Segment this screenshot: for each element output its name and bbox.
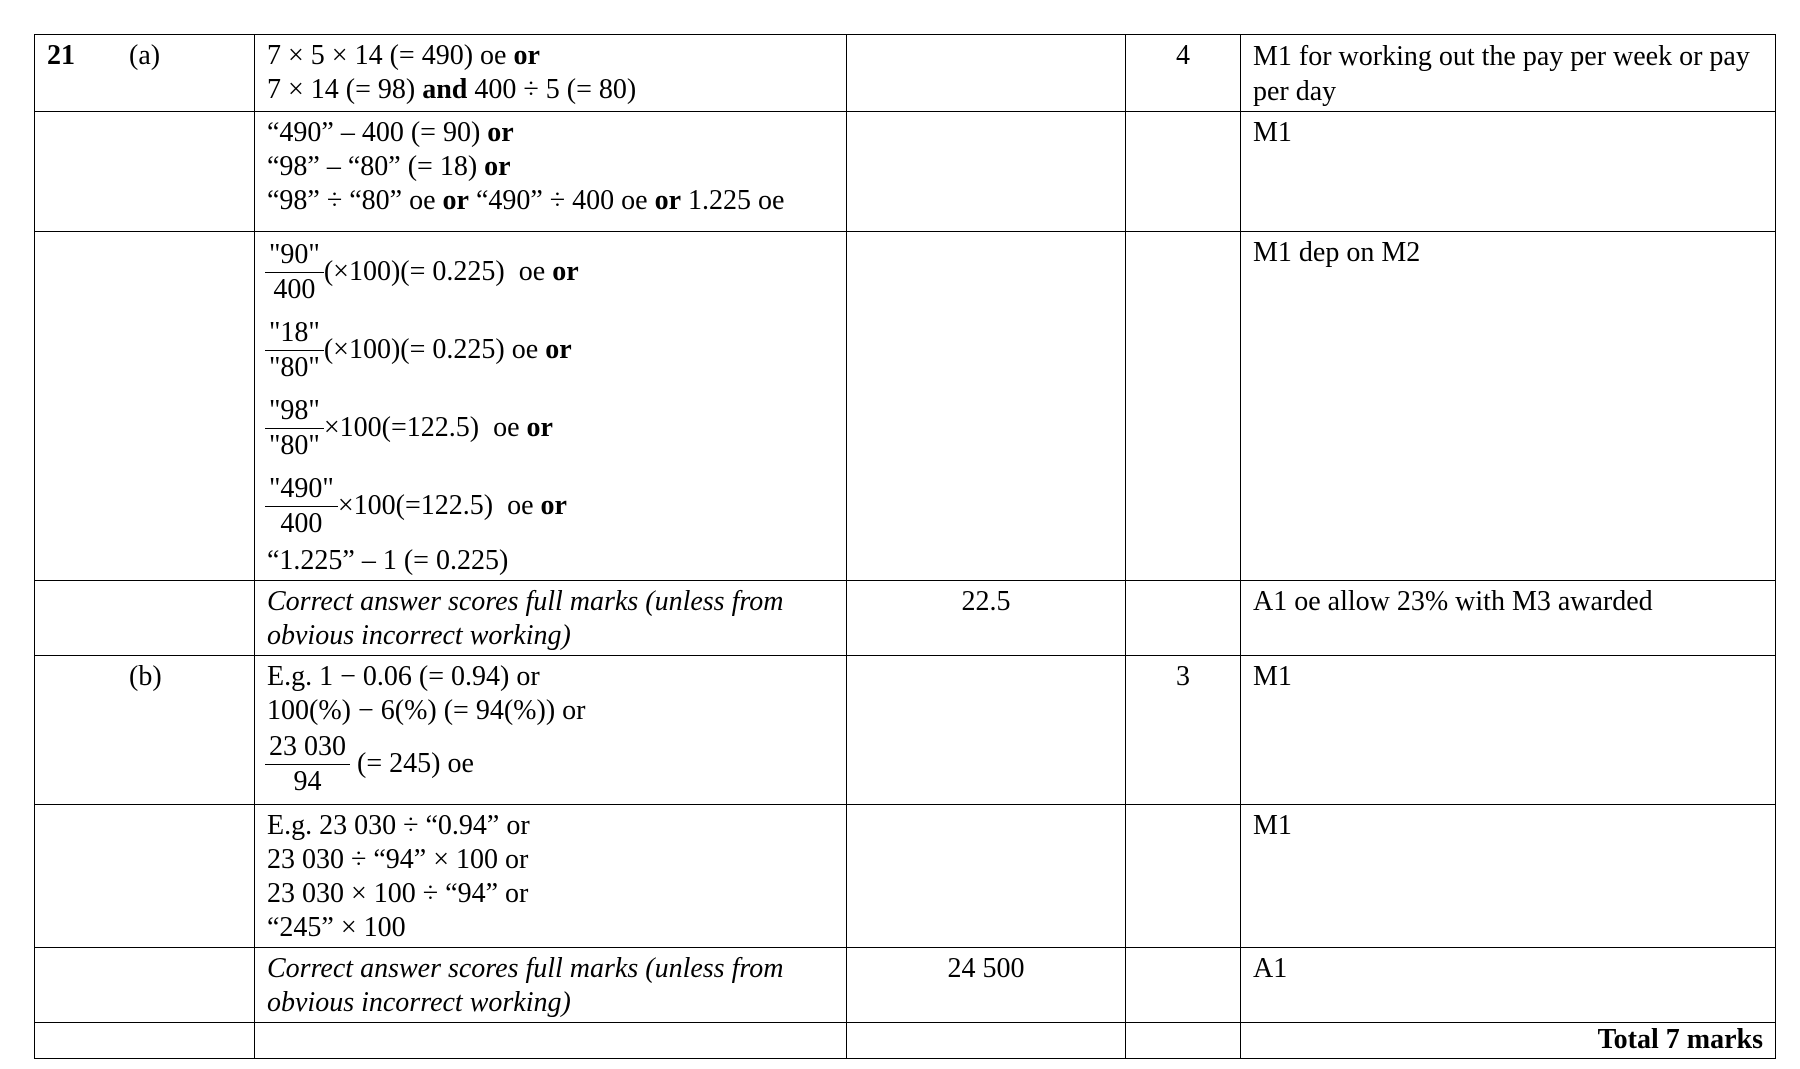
question-cell	[35, 805, 255, 948]
answer-cell	[847, 656, 1126, 805]
fraction	[267, 316, 322, 385]
table-row	[35, 656, 1776, 805]
working-cell: Correct answer scores full marks (unless from obvious incorrect working)	[255, 948, 847, 1023]
working-cell: Correct answer scores full marks (unless from obvious incorrect working)	[255, 581, 847, 656]
total-row	[35, 1023, 1776, 1059]
fraction	[267, 238, 322, 307]
or-keyword: or	[487, 117, 514, 148]
denominator: "80"	[265, 428, 324, 463]
working-line: “98” – “80” (= 18)	[267, 151, 478, 182]
fraction	[267, 394, 322, 463]
mark-cell	[1126, 112, 1241, 232]
fraction-expression: ×100(=122.5)	[337, 490, 494, 521]
fraction-line	[267, 468, 834, 544]
question-cell	[35, 581, 255, 656]
working-cell	[255, 1023, 847, 1059]
denominator: 400	[265, 506, 338, 541]
or-keyword: or	[484, 151, 511, 182]
oe-text: oe	[507, 490, 534, 521]
table-row	[35, 581, 1776, 656]
working-line: 7 × 5 × 14 (= 490) oe	[267, 40, 507, 71]
fraction-expression: (×100)(= 0.225)	[323, 256, 505, 287]
notes-cell: M1 dep on M2	[1241, 232, 1776, 581]
working-line: E.g. 1 − 0.06 (= 0.94) or	[267, 661, 540, 692]
or-keyword: or	[442, 185, 469, 216]
fraction	[267, 472, 336, 541]
answer-cell: 24 500	[847, 948, 1126, 1023]
working-line: E.g. 23 030 ÷ “0.94” or	[267, 810, 530, 841]
part-label: (a)	[129, 40, 161, 71]
or-keyword: or	[545, 334, 572, 365]
mark-cell	[1126, 1023, 1241, 1059]
mark-cell	[1126, 232, 1241, 581]
mark-cell	[1126, 805, 1241, 948]
table-row	[35, 112, 1776, 232]
numerator: 23 030	[269, 730, 346, 762]
working-line: 7 × 14 (= 98)	[267, 74, 416, 105]
working-line: “245” × 100	[267, 912, 406, 943]
question-cell	[35, 948, 255, 1023]
working-cell	[255, 232, 847, 581]
working-cell	[255, 805, 847, 948]
mark-cell: 4	[1126, 35, 1241, 112]
working-cell	[255, 656, 847, 805]
answer-cell: 22.5	[847, 581, 1126, 656]
working-cell	[255, 112, 847, 232]
fraction-expression: ×100(=122.5)	[323, 412, 480, 443]
working-cell	[255, 35, 847, 112]
denominator: "80"	[265, 350, 324, 385]
table-row	[35, 948, 1776, 1023]
total-marks: Total 7 marks	[1241, 1023, 1776, 1059]
working-line: “490” ÷ 400 oe	[475, 185, 648, 216]
denominator: 400	[265, 272, 324, 307]
answer-cell	[847, 1023, 1126, 1059]
mark-cell: 3	[1126, 656, 1241, 805]
working-line: “1.225” – 1 (= 0.225)	[267, 545, 509, 576]
notes-cell: M1	[1241, 805, 1776, 948]
working-line: 1.225 oe	[688, 185, 785, 216]
question-cell	[35, 112, 255, 232]
denominator: 94	[265, 764, 350, 799]
notes-cell: A1	[1241, 948, 1776, 1023]
answer-cell	[847, 112, 1126, 232]
table-row	[35, 35, 1776, 112]
question-cell	[35, 656, 255, 805]
question-cell	[35, 232, 255, 581]
or-keyword: or	[552, 256, 579, 287]
table-row	[35, 232, 1776, 581]
fraction-line	[267, 390, 834, 466]
working-line: 100(%) − 6(%) (= 94(%)) or	[267, 695, 586, 726]
numerator: "98"	[269, 394, 320, 426]
mark-cell	[1126, 948, 1241, 1023]
part-label: (b)	[129, 661, 162, 692]
oe-text: oe	[518, 256, 546, 287]
question-number: 21	[47, 40, 75, 71]
numerator: "90"	[269, 238, 320, 270]
numerator: "18"	[269, 316, 320, 348]
fraction	[267, 730, 348, 799]
working-line: 400 ÷ 5 (= 80)	[474, 74, 637, 105]
oe-text: oe	[511, 334, 539, 365]
fraction-line	[267, 234, 834, 310]
notes-cell: A1 oe allow 23% with M3 awarded	[1241, 581, 1776, 656]
notes-cell: M1	[1241, 656, 1776, 805]
or-keyword: or	[540, 490, 567, 521]
working-line: 23 030 ÷ “94” × 100 or	[267, 844, 529, 875]
or-keyword: or	[654, 185, 682, 216]
mark-scheme-table	[34, 34, 1776, 1059]
question-cell	[35, 1023, 255, 1059]
fraction-expression: (= 245) oe	[357, 748, 474, 779]
mark-cell	[1126, 581, 1241, 656]
answer-cell	[847, 232, 1126, 581]
fraction-line	[267, 312, 834, 388]
or-keyword: or	[526, 412, 553, 443]
table-row	[35, 805, 1776, 948]
working-line: 23 030 × 100 ÷ “94” or	[267, 878, 529, 909]
answer-cell	[847, 35, 1126, 112]
numerator: "490"	[269, 472, 334, 504]
answer-cell	[847, 805, 1126, 948]
notes-cell: M1	[1241, 112, 1776, 232]
fraction-expression: (×100)(= 0.225)	[323, 334, 505, 365]
working-line: “98” ÷ “80” oe	[267, 185, 436, 216]
fraction-line	[267, 728, 834, 800]
notes-cell: M1 for working out the pay per week or pay per day	[1241, 35, 1776, 112]
oe-text: oe	[493, 412, 520, 443]
or-keyword: or	[513, 40, 540, 71]
and-keyword: and	[422, 74, 468, 105]
question-cell	[35, 35, 255, 112]
working-line: “490” – 400 (= 90)	[267, 117, 481, 148]
